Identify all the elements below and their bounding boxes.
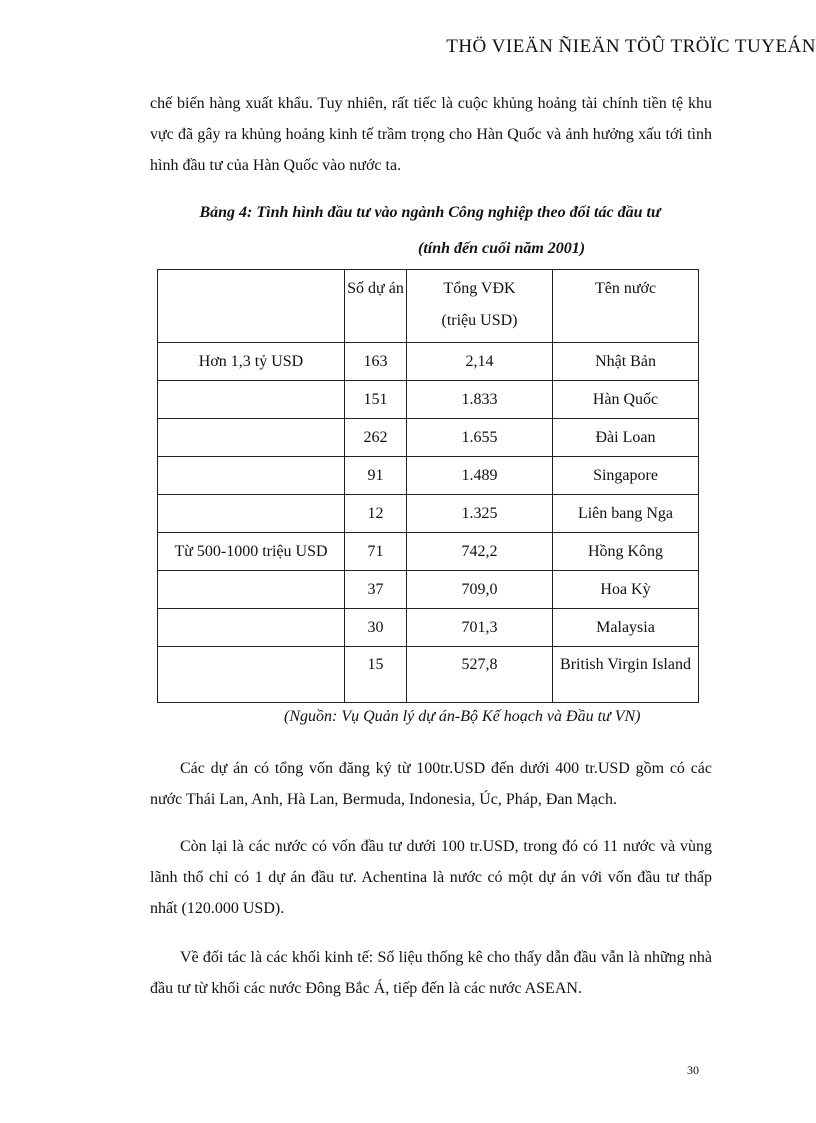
table-row	[158, 457, 699, 495]
table-row	[158, 647, 699, 703]
cell-capital: 1.833	[407, 381, 553, 419]
cell-capital: 1.655	[407, 419, 553, 457]
cell-country: Singapore	[553, 457, 699, 495]
cell-country: British Virgin Island	[553, 647, 699, 703]
table-subcaption: (tính đến cuối năm 2001)	[418, 240, 586, 257]
body-paragraph: Các dự án có tổng vốn đăng ký từ 100tr.USD đến dưới 400 tr.USD gồm có các nước Thái Lan, Anh, Hà Lan, Bermuda, Indonesia, Úc, Pháp, Đan Mạch.	[150, 760, 712, 808]
body-paragraph: Còn lại là các nước có vốn đầu tư dưới 100 tr.USD, trong đó có 11 nước và vùng lãnh thổ chỉ có 1 dự án đầu tư. Achentina là nước có một dự án với vốn đầu tư thấp nhất (120.000 USD).	[150, 838, 712, 917]
header-cell-capital	[407, 270, 553, 343]
cell-group	[158, 647, 345, 703]
cell-group	[158, 381, 345, 419]
table-caption: Bảng 4: Tình hình đầu tư vào ngành Công nghiệp theo đối tác đầu tư	[199, 204, 661, 221]
table-row	[158, 419, 699, 457]
cell-group	[158, 495, 345, 533]
intro-paragraph: chế biến hàng xuất khẩu. Tuy nhiên, rất tiếc là cuộc khủng hoảng tài chính tiền tệ khu vực đã gây ra khủng hoảng kinh tế trầm trọng cho Hàn Quốc và ảnh hưởng xấu tới tình hình đầu tư của Hàn Quốc vào nước ta.	[150, 95, 712, 174]
cell-group	[158, 457, 345, 495]
header-capital-label: Tổng VĐK	[443, 280, 516, 297]
cell-projects: 15	[345, 647, 407, 703]
cell-capital: 1.325	[407, 495, 553, 533]
cell-country: Hàn Quốc	[553, 381, 699, 419]
table-row	[158, 609, 699, 647]
cell-projects: 12	[345, 495, 407, 533]
running-header: THÖ VIEÄN ÑIEÄN TÖÛ TRÖÏC TUYEÁN	[446, 36, 816, 57]
cell-projects: 262	[345, 419, 407, 457]
cell-group: Hơn 1,3 tỷ USD	[158, 343, 345, 381]
cell-capital: 2,14	[407, 343, 553, 381]
table-row	[158, 343, 699, 381]
header-cell-country: Tên nước	[553, 270, 699, 343]
cell-capital: 1.489	[407, 457, 553, 495]
cell-group	[158, 571, 345, 609]
cell-projects: 30	[345, 609, 407, 647]
cell-country: Đài Loan	[553, 419, 699, 457]
cell-country: Hoa Kỳ	[553, 571, 699, 609]
cell-group	[158, 609, 345, 647]
cell-projects: 91	[345, 457, 407, 495]
cell-group: Từ 500-1000 triệu USD	[158, 533, 345, 571]
table-row	[158, 571, 699, 609]
cell-capital: 742,2	[407, 533, 553, 571]
table-header-row	[158, 270, 699, 343]
cell-country: Liên bang Nga	[553, 495, 699, 533]
table-source: (Nguồn: Vụ Quản lý dự án-Bộ Kế hoạch và Đầu tư VN)	[284, 708, 641, 725]
header-cell-projects: Số dự án	[345, 270, 407, 343]
table-row	[158, 533, 699, 571]
body-paragraph: Về đối tác là các khối kinh tế: Số liệu thống kê cho thấy dẫn đầu vẫn là những nhà đầu tư từ khối các nước Đông Bắc Á, tiếp đến là các nước ASEAN.	[150, 949, 712, 997]
cell-capital: 701,3	[407, 609, 553, 647]
cell-capital: 527,8	[407, 647, 553, 703]
cell-projects: 151	[345, 381, 407, 419]
cell-projects: 71	[345, 533, 407, 571]
table-row	[158, 381, 699, 419]
page-number: 30	[687, 1063, 699, 1077]
cell-projects: 37	[345, 571, 407, 609]
header-capital-unit: (triệu USD)	[441, 312, 518, 329]
header-cell-group	[158, 270, 345, 343]
cell-country: Malaysia	[553, 609, 699, 647]
cell-projects: 163	[345, 343, 407, 381]
table-row	[158, 495, 699, 533]
cell-country: Hồng Kông	[553, 533, 699, 571]
cell-country: Nhật Bản	[553, 343, 699, 381]
investment-table	[157, 269, 699, 703]
cell-group	[158, 419, 345, 457]
cell-capital: 709,0	[407, 571, 553, 609]
